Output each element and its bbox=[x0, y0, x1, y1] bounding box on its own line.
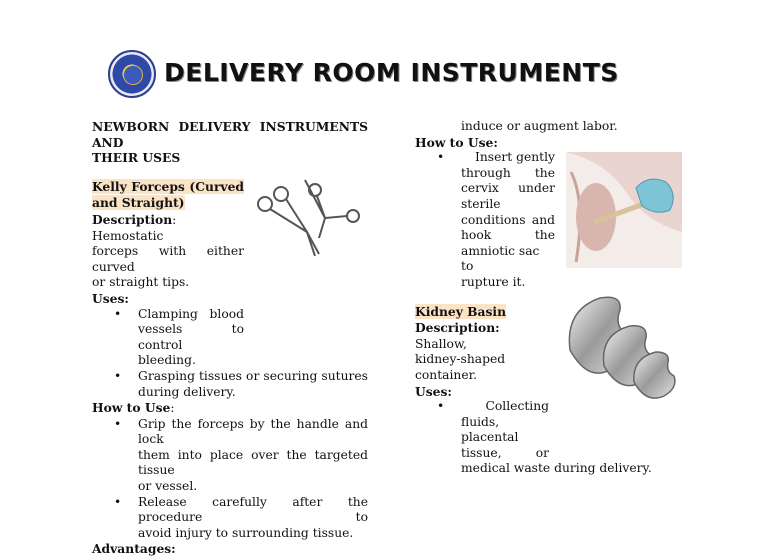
continued-text: induce or augment labor. bbox=[461, 119, 618, 133]
how-to-use-label: How to Use: bbox=[415, 134, 498, 150]
school-logo bbox=[108, 50, 156, 98]
list-item: • Grip the forceps by the handle and lock them into place over the targeted tissue or vessel. bbox=[92, 417, 368, 495]
list-item: • Clamping blood vessels to control bleeding. bbox=[92, 307, 244, 369]
kidney-uses-list bbox=[415, 399, 652, 477]
description-label: Description: bbox=[415, 320, 500, 336]
amniotic-hook-image bbox=[566, 152, 682, 268]
advantages-label: Advantages: bbox=[92, 541, 176, 557]
description-label: Description bbox=[92, 211, 173, 227]
how-to-use-label: How to Use bbox=[92, 400, 171, 416]
uses-label: Uses: bbox=[92, 290, 129, 306]
kidney-basin-name: Kidney Basin bbox=[415, 303, 507, 319]
description-text: : Hemostatic bbox=[92, 212, 177, 243]
uses-list-cont bbox=[92, 369, 368, 400]
page-title: DELIVERY ROOM INSTRUMENTS bbox=[164, 58, 619, 87]
kidney-basin-block: Kidney Basin Description: Shallow, kidney-shaped container. Uses: bbox=[415, 304, 555, 400]
kelly-forceps-name-line2: and Straight) bbox=[92, 195, 185, 211]
how-to-use-list bbox=[92, 417, 368, 542]
description-text-line3: or straight tips. bbox=[92, 275, 190, 290]
list-item: • Grasping tissues or securing sutures during delivery. bbox=[92, 369, 368, 400]
description-text-line2: forceps with either curved bbox=[92, 244, 244, 274]
kelly-forceps-image bbox=[255, 172, 365, 264]
kelly-forceps-block bbox=[92, 179, 244, 369]
uses-list bbox=[92, 307, 244, 369]
list-item: • Collecting fluids, placental tissue, or medical waste during delivery. bbox=[415, 399, 630, 477]
left-column: NEWBORN DELIVERY INSTRUMENTS AND THEIR USES Kelly Forceps (Curved and Straight) Description: Hemostatic forceps with either curved or straight tips. Uses: • Clamping blood vessels to control bleeding. • Grasping tissues or securing sutures during delivery. How to Use: • Grip the forceps by the handle and lock them into place over the targeted tissue or vessel. • Release carefully after the procedure to avoid injury to surrounding tissue. Advantages: bbox=[92, 119, 368, 557]
list-item: • Insert gently through the cervix under sterile conditions and hook the amniotic sac to rupture it. bbox=[415, 150, 555, 290]
section-title-line2: THEIR USES bbox=[92, 150, 181, 166]
uses-label: Uses: bbox=[415, 383, 452, 399]
kelly-forceps-name: Kelly Forceps (Curved bbox=[92, 178, 244, 194]
section-title: NEWBORN DELIVERY INSTRUMENTS AND bbox=[92, 119, 368, 150]
document-header bbox=[108, 50, 728, 100]
list-item: • Release carefully after the procedure to avoid injury to surrounding tissue. bbox=[92, 495, 368, 542]
kidney-basin-image bbox=[560, 290, 690, 410]
